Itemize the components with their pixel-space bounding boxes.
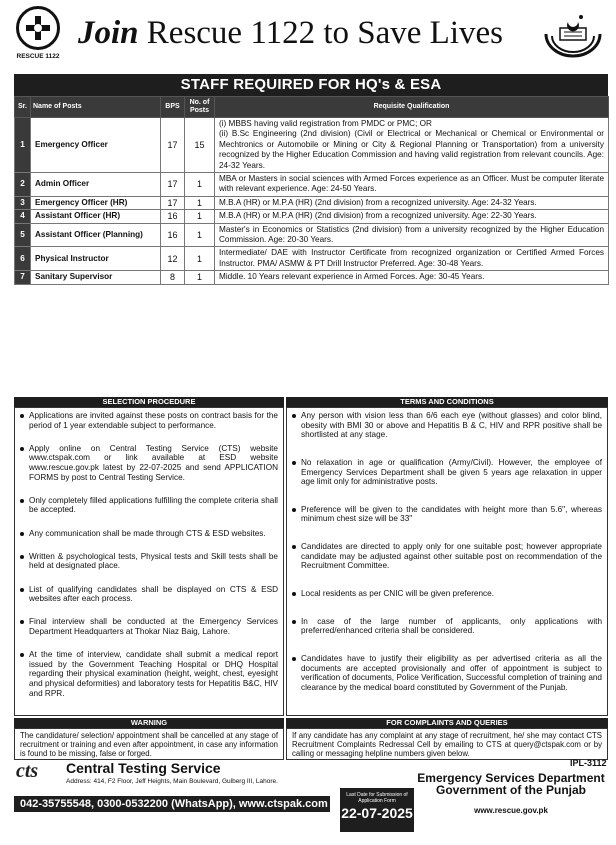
row-number: 3 [15,196,31,209]
headline-text: Rescue 1122 to Save Lives [146,15,503,51]
qualification-line: M.B.A (HR) or M.P.A (HR) (2nd division) from a recognized university. Age: 24-32 Years. [219,197,537,207]
post-qualification [215,247,609,271]
qualification-line: MBA or Masters in social sciences with Armed Forces experience as an Officer. Must be computer literate with relevant experience. Age: 24-50 Years. [219,174,604,194]
punjab-government-logo-icon [540,6,606,60]
post-bps: 17 [161,118,185,173]
terms-heading: TERMS AND CONDITIONS [286,397,608,407]
cts-logo: cts [16,760,39,782]
last-date-label: Last Date for Submission of Application Form [346,792,408,804]
post-bps: 8 [161,271,185,284]
selection-procedure-heading: SELECTION PROCEDURE [14,397,284,407]
warning-text: The candidature/ selection/ appointment shall be cancelled at any stage of recruitment or training and even after appointment, in case any information is found to be missing, false or forged. [20,731,278,758]
selection-item: Any communication shall be made through CTS & ESD websites. [19,529,278,539]
rescue-emblem-icon [16,6,60,50]
cts-contact-strip: 042-35755548, 0300-0532200 (WhatsApp), www.ctspak.com [14,796,330,812]
qualification-line: Middle. 10 Years relevant experience in Armed Forces. Age: 30-45 Years. [219,272,485,282]
post-qualification [215,223,609,247]
esd-name [414,772,608,796]
staff-required-banner: STAFF REQUIRED FOR HQ's & ESA [14,74,608,96]
rescue-logo [10,6,66,66]
complaints-box [286,728,608,760]
esd-line-1: Emergency Services Department [417,771,605,785]
post-qualification [215,210,609,223]
selection-item: Written & psychological tests, Physical tests and Skill tests shall be held at designated place. [19,552,278,571]
post-count: 1 [185,247,215,271]
post-name: Emergency Officer [31,118,161,173]
post-count: 1 [185,173,215,197]
post-qualification [215,173,609,197]
post-qualification [215,118,609,173]
header-qualification: Requisite Qualification [215,97,609,118]
post-count: 1 [185,196,215,209]
table-row [15,196,609,209]
last-date-box [340,788,414,832]
row-number: 4 [15,210,31,223]
terms-box [286,407,608,716]
post-name: Physical Instructor [31,247,161,271]
post-count: 1 [185,271,215,284]
selection-item: Applications are invited against these posts on contract basis for the period of 1 year extendable subject to performance. [19,411,278,430]
post-name: Emergency Officer (HR) [31,196,161,209]
row-number: 7 [15,271,31,284]
row-number: 2 [15,173,31,197]
ipl-code: IPL-3112 [570,758,607,768]
complaints-text: If any candidate has any complaint at any stage of recruitment, he/ she may contact CTS Recruitment Complaints Redressal Cell by emailing to CTS at query@ctspak.com or by calling or messaging helpline numbers given below. [292,731,602,758]
header-sr: Sr. [15,97,31,118]
post-bps: 12 [161,247,185,271]
table-row [15,173,609,197]
post-bps: 16 [161,223,185,247]
logo-caption: RESCUE 1122 [16,53,60,60]
selection-item: Only completely filled applications fulfilling the complete criteria shall be accepted. [19,496,278,515]
table-row [15,118,609,173]
footer [14,758,608,840]
selection-item: Apply online on Central Testing Service (CTS) website www.ctspak.com or link available at ESD website www.rescue.gov.pk latest by 22-07-2025 and send APPLICATION FORMS by post to Central Testing Service. [19,444,278,482]
qualification-line: (ii) B.Sc Engineering (2nd division) (Civil or Electrical or Mechanical or Chemical or Environmental or Mechtronics or Automobile or Mining or City & Regional Planning or Transportation) from a university recognized by the Higher Education Commission and having valid registration from relevant councils. Age: 24-32 Years. [219,129,604,170]
post-bps: 17 [161,196,185,209]
qualification-line: M.B.A (HR) or M.P.A (HR) (2nd division) from a recognized university. Age: 22-30 Years. [219,211,537,221]
row-number: 1 [15,118,31,173]
header [0,0,616,70]
headline [78,8,538,58]
qualification-line: Master's in Economics or Statistics (2nd division) from a university recognized by the Higher Education Commission. Age: 20-30 Years. [219,224,604,245]
complaints-heading: FOR COMPLAINTS AND QUERIES [286,718,608,728]
table-row [15,247,609,271]
terms-item: Preference will be given to the candidates with height more than 5.6", whereas minimum chest size will be 33" [291,505,602,524]
selection-item: At the time of interview, candidate shall submit a medical report issued by the Government Teaching Hospital or DHQ Hospital regarding their physical examination (height, weight, chest, eyesight and physical deformities) and laboratory tests for Hepatitis B&C, HIV and RPR. [19,650,278,698]
terms-list [291,411,602,693]
headline-join: Join [78,15,139,51]
table-row [15,223,609,247]
selection-list [19,411,278,698]
post-qualification [215,196,609,209]
post-bps: 17 [161,173,185,197]
post-count: 1 [185,210,215,223]
terms-item: No relaxation in age or qualification (Army/Civil). However, the employee of Emergency Services Department shall be given 5 years age relaxation in upper age limit only for administrative posts. [291,458,602,487]
row-number: 6 [15,247,31,271]
selection-item: List of qualifying candidates shall be displayed on CTS & ESD websites after each process. [19,585,278,604]
post-name: Admin Officer [31,173,161,197]
esd-website-link[interactable]: www.rescue.gov.pk [474,806,548,815]
post-name: Assistant Officer (HR) [31,210,161,223]
cts-name: Central Testing Service [66,760,221,776]
post-qualification [215,271,609,284]
terms-item: Candidates are directed to apply only for one suitable post; however appropriate candidate may be adjusted against other suitable post on recommendation of the Recruitment Committee. [291,542,602,571]
terms-item: Candidates have to justify their eligibility as per advertised criteria as all the documents are accepted provisionally and offer of appointment is subject to verification of documents, Police Verification, Successful completion of training and clearance by the medical board constituted by Government of the Punjab. [291,654,602,692]
last-date: 22-07-2025 [341,805,413,821]
header-name: Name of Posts [31,97,161,118]
selection-procedure-box [14,407,284,716]
cts-address: Address: 414, F2 Floor, Jeff Heights, Main Boulevard, Gulberg III, Lahore. [66,778,278,785]
warning-box [14,728,284,760]
warning-heading: WARNING [14,718,284,728]
terms-item: Any person with vision less than 6/6 each eye (without glasses) and color blind, obesity with BMI 30 or above and Hepatitis B & C, HIV and RPR positive shall be shortlisted at any stage. [291,411,602,440]
post-count: 1 [185,223,215,247]
table-row [15,271,609,284]
terms-item: Local residents as per CNIC will be given preference. [291,589,602,599]
table-header-row [15,97,609,118]
post-count: 15 [185,118,215,173]
table-row [15,210,609,223]
esd-line-2: Government of the Punjab [435,783,586,797]
selection-item: Final interview shall be conducted at the Emergency Services Department Headquarters at Thokar Niaz Baig, Lahore. [19,617,278,636]
header-bps: BPS [161,97,185,118]
post-name: Sanitary Supervisor [31,271,161,284]
row-number: 5 [15,223,31,247]
post-bps: 16 [161,210,185,223]
terms-item: In case of the large number of applicants, only applications with preferred/enhanced criteria shall be considered. [291,617,602,636]
posts-table [14,96,609,285]
header-posts: No. of Posts [185,97,215,118]
qualification-line: (i) MBBS having valid registration from PMDC or PMC; OR [219,119,432,128]
post-name: Assistant Officer (Planning) [31,223,161,247]
qualification-line: Intermediate/ DAE with Instructor Certificate from recognized organization or Certified Armed Forces Instructor. PMA/ ASMW & PT Drill Instructor Preferred. Age: 30-48 Years. [219,248,604,268]
